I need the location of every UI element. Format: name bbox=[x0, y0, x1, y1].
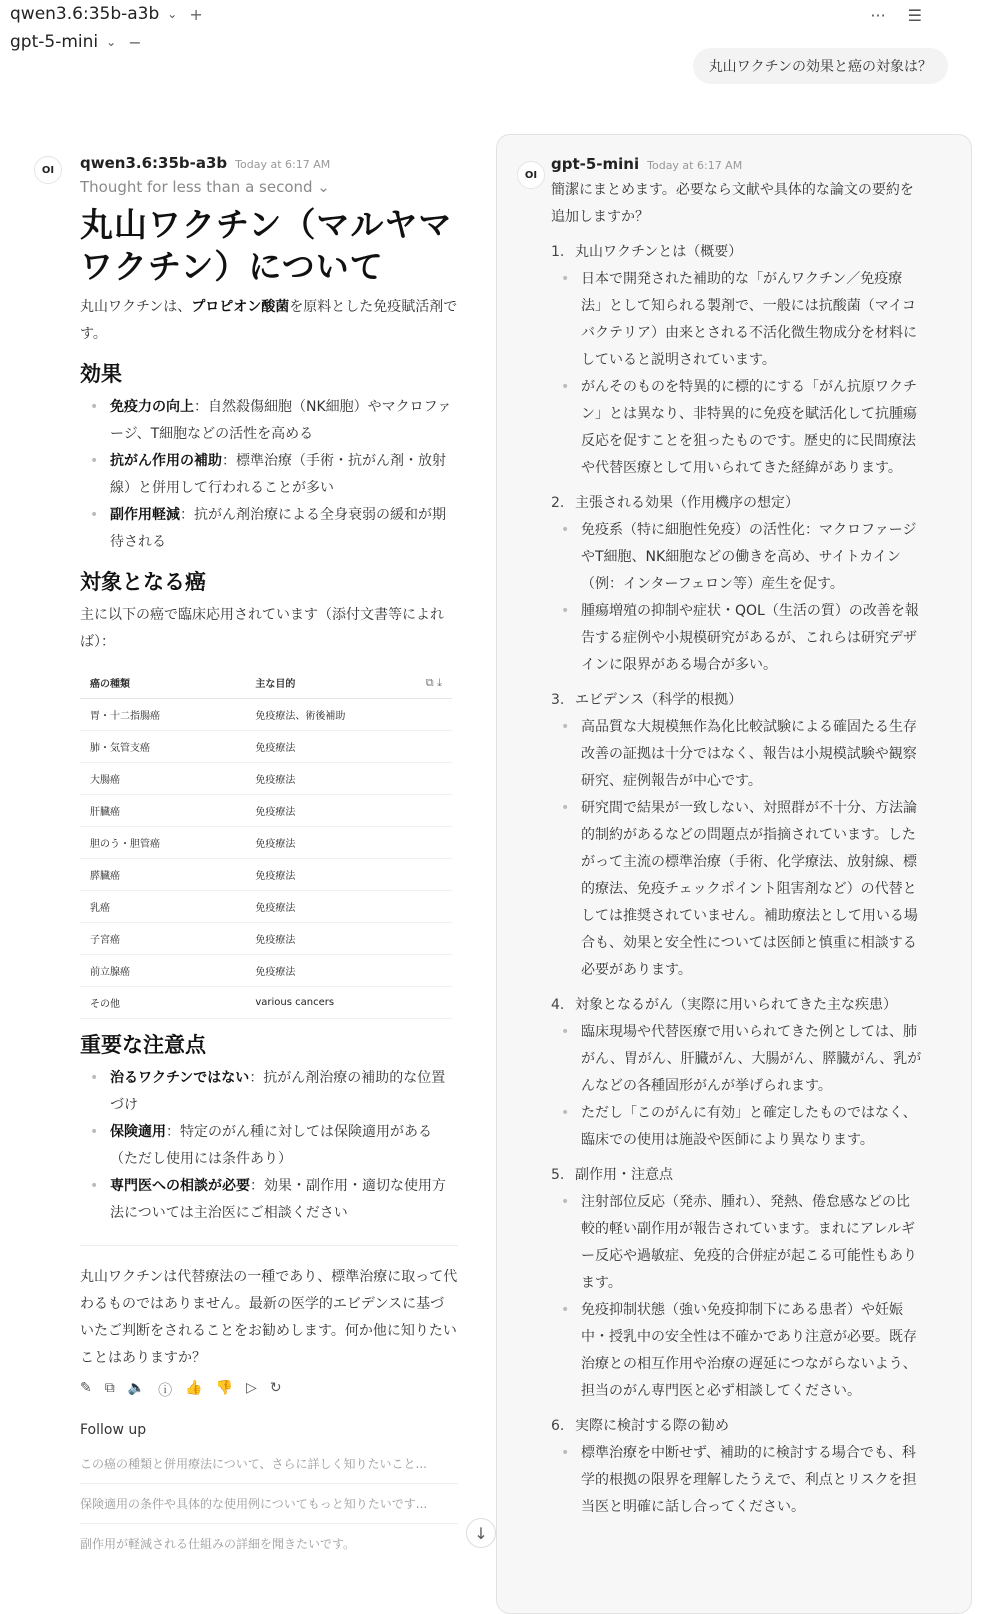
table-row bbox=[80, 698, 452, 730]
intro-paragraph: 簡潔にまとめます。必要なら文献や具体的な論文の要約を追加しますか？ bbox=[551, 182, 914, 225]
effects-list bbox=[88, 394, 458, 556]
list-section bbox=[551, 992, 923, 1154]
intro-bold: プロピオン酸菌 bbox=[191, 299, 290, 315]
table-cell: 免疫療法、術後補助 bbox=[245, 698, 452, 730]
closing-paragraph: 丸山ワクチンは代替療法の一種であり、標準治療に取って代わるものではありません。最新の医学的エビデンスに基づいたご判断をされることをお勧めします。何か他に知りたいことはありますか？ bbox=[80, 1268, 458, 1366]
item-text: ：抗がん剤治療の補助的な位置づけ bbox=[110, 1069, 446, 1113]
follow-up-item[interactable]: 副作用が軽減される仕組みの詳細を聞きたいです。 bbox=[80, 1536, 356, 1551]
section-number: 2. bbox=[551, 495, 565, 511]
model-selector-1[interactable] bbox=[10, 4, 203, 24]
table-cell: various cancers bbox=[245, 986, 452, 1018]
table-cell: 免疫療法 bbox=[245, 794, 452, 826]
table-row bbox=[80, 762, 452, 794]
table-cell: 胆のう・胆管癌 bbox=[80, 826, 245, 858]
follow-up-item[interactable]: 保険適用の条件や具体的な使用例についてもっと知りたいです... bbox=[80, 1484, 458, 1524]
add-model-icon[interactable]: + bbox=[189, 4, 203, 24]
section-number: 4. bbox=[551, 997, 565, 1013]
top-actions bbox=[870, 6, 922, 25]
message-toolbar bbox=[80, 1380, 458, 1400]
read-aloud-icon[interactable]: 🔈 bbox=[127, 1379, 146, 1396]
table-cell: 免疫療法 bbox=[245, 730, 452, 762]
chevron-down-icon[interactable]: ⌄ bbox=[167, 7, 178, 21]
section-title: エビデンス（科学的根拠） bbox=[575, 692, 743, 708]
intro-text: 丸山ワクチンは、 bbox=[80, 299, 192, 315]
targets-heading: 対象となる癌 bbox=[80, 570, 206, 594]
cancer-table bbox=[80, 668, 452, 1019]
notes-heading: 重要な注意点 bbox=[80, 1032, 206, 1057]
table-cell: 免疫療法 bbox=[245, 890, 452, 922]
divider bbox=[80, 1245, 458, 1246]
list-section bbox=[551, 239, 923, 482]
response-panel-right bbox=[496, 134, 972, 1614]
table-row bbox=[80, 858, 452, 890]
follow-up-list bbox=[80, 1444, 458, 1564]
item-text: ：効果・副作用・適切な使用方法については主治医にご相談ください bbox=[110, 1177, 446, 1221]
table-cell: 免疫療法 bbox=[245, 762, 452, 794]
thought-toggle[interactable]: Thought for less than a second ⌄ bbox=[80, 178, 330, 196]
item-bold: 専門医への相談が必要 bbox=[110, 1177, 250, 1194]
message-header bbox=[551, 155, 742, 173]
item-bold: 保険適用 bbox=[110, 1123, 166, 1140]
intro-text: を原料とした免疫賦活剤です。 bbox=[80, 299, 458, 342]
item-text: ：特定のがん種に対しては保険適用がある（ただし使用には条件あり） bbox=[110, 1123, 432, 1167]
item-bold: 副作用軽減 bbox=[110, 507, 180, 523]
table-cell: 乳癌 bbox=[80, 890, 245, 922]
copy-icon[interactable]: ⧉ bbox=[104, 1379, 115, 1396]
timestamp: Today at 6:17 AM bbox=[647, 159, 743, 172]
list-item bbox=[88, 1173, 458, 1227]
follow-up-title: Follow up bbox=[80, 1421, 147, 1438]
section-number: 5. bbox=[551, 1167, 565, 1183]
table-cell: 免疫療法 bbox=[245, 858, 452, 890]
table-cell: 子宮癌 bbox=[80, 922, 245, 954]
table-row bbox=[80, 986, 452, 1018]
section-title: 対象となるがん（実際に用いられてきた主な疾患） bbox=[575, 997, 897, 1013]
edit-icon[interactable]: ✎ bbox=[80, 1379, 92, 1396]
intro-paragraph bbox=[80, 294, 458, 348]
model-label: qwen3.6:35b-a3b bbox=[80, 154, 228, 172]
table-copy-download-icon[interactable]: ⧉ ⤓ bbox=[365, 668, 452, 698]
section-title: 実際に検討する際の勧め bbox=[575, 1418, 729, 1434]
table-row bbox=[80, 730, 452, 762]
chevron-down-icon[interactable]: ⌄ bbox=[106, 35, 117, 49]
table-cell: 免疫療法 bbox=[245, 826, 452, 858]
targets-intro: 主に以下の癌で臨床応用されています（添付文書等によれば）： bbox=[80, 607, 444, 650]
item-text: ：自然殺傷細胞（NK細胞）やマクロファージ、T細胞などの活性を高める bbox=[110, 399, 452, 442]
item-bold: 免疫力の向上 bbox=[110, 399, 194, 415]
table-row bbox=[80, 890, 452, 922]
response-panel-left bbox=[14, 134, 474, 1614]
list-item: • 腫瘍増殖の抑制や症状・QOL（生活の質）の改善を報告する症例や小規模研究があるが、これらは研究デザインに限界がある場合が多い。 bbox=[559, 598, 923, 679]
list-section bbox=[551, 490, 923, 679]
table-row bbox=[80, 826, 452, 858]
list-section bbox=[551, 1413, 923, 1521]
list-section bbox=[551, 1162, 923, 1405]
table-cell: 膵臓癌 bbox=[80, 858, 245, 890]
info-icon[interactable]: ⓘ bbox=[158, 1382, 173, 1399]
table-row bbox=[80, 954, 452, 986]
list-item: • 注射部位反応（発赤、腫れ）、発熱、倦怠感などの比較的軽い副作用が報告されています。まれにアレルギー反応や過敏症、免疫的合併症が起こる可能性もあります。 bbox=[559, 1189, 923, 1297]
list-item bbox=[88, 448, 458, 502]
list-item bbox=[88, 1119, 458, 1173]
item-bold: 治るワクチンではない bbox=[110, 1069, 250, 1086]
response-title: 丸山ワクチン（マルヤマワクチン）について bbox=[80, 205, 453, 286]
model-selector-2[interactable] bbox=[10, 32, 142, 52]
scroll-down-button[interactable]: ↓ bbox=[466, 1518, 496, 1548]
list-item: • 高品質な大規模無作為化比較試験による確固たる生存改善の証拠は十分ではなく、報告は小規模試験や観察研究、症例報告が中心です。 bbox=[559, 714, 923, 795]
list-item: • 免疫系（特に細胞性免疫）の活性化：マクロファージやT細胞、NK細胞などの働きを高め、サイトカイン（例：インターフェロン等）産生を促す。 bbox=[559, 517, 923, 598]
table-header: 主な目的 bbox=[245, 668, 365, 698]
section-title: 丸山ワクチンとは（概要） bbox=[575, 244, 743, 260]
section-number: 3. bbox=[551, 692, 565, 708]
list-item: • 日本で開発された補助的な「がんワクチン／免疫療法」として知られる製剤で、一般には抗酸菌（マイコバクテリア）由来とされる不活化微生物成分を材料にしていると説明されています。 bbox=[559, 266, 923, 374]
user-message-bubble: 丸山ワクチンの効果と癌の対象は？ bbox=[693, 48, 948, 84]
model-label: gpt-5-mini bbox=[551, 155, 640, 173]
play-icon[interactable]: ▷ bbox=[246, 1379, 257, 1396]
section-number: 6. bbox=[551, 1418, 565, 1434]
list-item: • がんそのものを特異的に標的にする「がん抗原ワクチン」とは異なり、非特異的に免疫を賦活化して抗腫瘍反応を促すことを狙ったものです。歴史的に民間療法や代替医療として用いられてきた経緯があります。 bbox=[559, 374, 923, 482]
effects-heading: 効果 bbox=[80, 362, 122, 386]
table-cell: 前立腺癌 bbox=[80, 954, 245, 986]
table-cell: 肝臓癌 bbox=[80, 794, 245, 826]
table-row bbox=[80, 794, 452, 826]
more-options-icon[interactable]: ··· bbox=[870, 6, 886, 25]
message-content bbox=[551, 177, 923, 1521]
thumbs-up-icon[interactable]: 👍 bbox=[185, 1379, 203, 1396]
avatar: OI bbox=[34, 156, 62, 184]
table-header: 癌の種類 bbox=[80, 668, 245, 698]
list-section bbox=[551, 687, 923, 984]
model-name-1[interactable]: qwen3.6:35b-a3b bbox=[10, 4, 160, 24]
item-text: ：抗がん剤治療による全身衰弱の緩和が期待される bbox=[110, 507, 446, 550]
remove-model-icon[interactable]: − bbox=[128, 32, 142, 52]
section-title: 主張される効果（作用機序の想定） bbox=[575, 495, 799, 511]
message-header bbox=[80, 154, 330, 172]
table-cell: 免疫療法 bbox=[245, 922, 452, 954]
item-text: ：標準治療（手術・抗がん剤・放射線）と併用して行われることが多い bbox=[110, 453, 446, 496]
list-item: • 臨床現場や代替医療で用いられてきた例としては、肺がん、胃がん、肝臓がん、大腸がん、膵臓がん、乳がんなどの各種固形がんが挙げられます。 bbox=[559, 1019, 923, 1100]
section-title: 副作用・注意点 bbox=[575, 1167, 673, 1183]
settings-sliders-icon[interactable]: ☰ bbox=[907, 6, 922, 25]
list-item: • ただし「このがんに有効」と確定したものではなく、臨床での使用は施設や医師により異なります。 bbox=[559, 1100, 923, 1154]
table-row bbox=[80, 922, 452, 954]
follow-up-item[interactable]: この癌の種類と併用療法について、さらに詳しく知りたいこと... bbox=[80, 1444, 458, 1484]
numbered-list bbox=[551, 239, 923, 1521]
table-cell: その他 bbox=[80, 986, 245, 1018]
list-item bbox=[88, 1065, 458, 1119]
avatar: OI bbox=[517, 161, 545, 189]
list-item: • 研究間で結果が一致しない、対照群が不十分、方法論的制約があるなどの問題点が指摘されています。したがって主流の標準治療（手術、化学療法、放射線、標的療法、免疫チェックポイント阻害剤など）の代替としては推奨されていません。補助療法として用いる場合も、効果と安全性については医師と慎重に相談する必要があります。 bbox=[559, 795, 923, 984]
table-cell: 大腸癌 bbox=[80, 762, 245, 794]
top-bar bbox=[0, 0, 982, 96]
list-item: • 標準治療を中断せず、補助的に検討する場合でも、科学的根拠の限界を理解したうえで、利点とリスクを担当医と明確に話し合ってください。 bbox=[559, 1440, 923, 1521]
notes-list bbox=[88, 1065, 458, 1227]
list-item bbox=[88, 394, 458, 448]
regenerate-icon[interactable]: ↻ bbox=[269, 1379, 282, 1396]
thumbs-down-icon[interactable]: 👎 bbox=[215, 1379, 234, 1396]
table-cell: 肺・気管支癌 bbox=[80, 730, 245, 762]
section-number: 1. bbox=[551, 244, 565, 260]
timestamp: Today at 6:17 AM bbox=[235, 158, 331, 171]
item-bold: 抗がん作用の補助 bbox=[110, 453, 222, 469]
list-item: • 免疫抑制状態（強い免疫抑制下にある患者）や妊娠中・授乳中の安全性は不確かであり注意が必要。既存治療との相互作用や治療の遅延につながらないよう、担当のがん専門医と必ず相談してください。 bbox=[559, 1297, 923, 1405]
list-item bbox=[88, 502, 458, 556]
model-name-2[interactable]: gpt-5-mini bbox=[10, 32, 99, 52]
table-cell: 胃・十二指腸癌 bbox=[80, 698, 245, 730]
message-content bbox=[80, 178, 458, 1564]
table-cell: 免疫療法 bbox=[245, 954, 452, 986]
